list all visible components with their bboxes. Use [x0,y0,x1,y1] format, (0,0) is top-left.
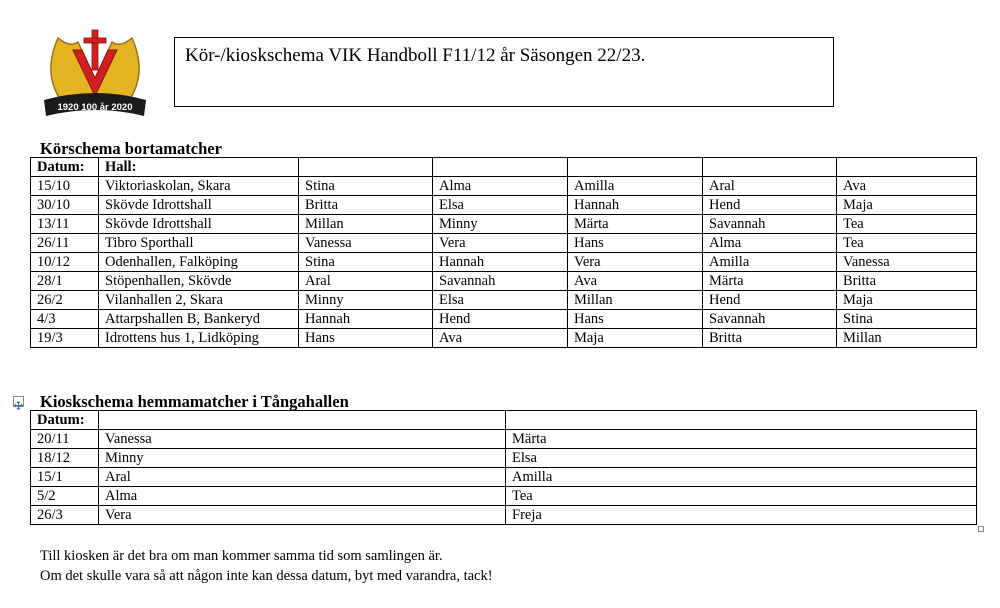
driving-header-row [31,158,977,177]
table-row [31,449,977,468]
table-cell: Tea [506,487,977,506]
table-cell: Skövde Idrottshall [99,196,299,215]
move-arrows-icon [14,401,23,410]
table-cell: Freja [506,506,977,525]
table-cell: Tea [837,215,977,234]
table-cell: Viktoriaskolan, Skara [99,177,299,196]
table-cell: Hans [299,329,433,348]
table-cell: Britta [299,196,433,215]
page-title: Kör-/kioskschema VIK Handboll F11/12 år Säsongen 22/23. [185,45,646,66]
table-row [31,468,977,487]
table-row [31,487,977,506]
table-cell: Stöpenhallen, Skövde [99,272,299,291]
table-cell: Millan [299,215,433,234]
table-cell: Hannah [299,310,433,329]
header-cell [299,158,433,177]
header-cell [837,158,977,177]
table-cell: Vera [99,506,506,525]
table-cell: Märta [568,215,703,234]
table-cell: Amilla [506,468,977,487]
table-cell: Hend [433,310,568,329]
driving-schedule-table [30,157,977,348]
table-row [31,291,977,310]
table-cell: Elsa [433,196,568,215]
date-cell: 19/3 [31,329,99,348]
date-cell: 30/10 [31,196,99,215]
date-cell: 26/11 [31,234,99,253]
table-cell: Britta [703,329,837,348]
header-cell: Datum: [31,158,99,177]
header-cell [433,158,568,177]
table-cell: Minny [299,291,433,310]
table-row [31,272,977,291]
table-cell: Elsa [433,291,568,310]
table-cell: Stina [837,310,977,329]
table-cell: Ava [433,329,568,348]
table-cell: Skövde Idrottshall [99,215,299,234]
table-row [31,234,977,253]
table-row [31,177,977,196]
table-cell: Hans [568,310,703,329]
table-cell: Tibro Sporthall [99,234,299,253]
logo-year-text: 1920 100 år 2020 [57,102,133,113]
date-cell: 28/1 [31,272,99,291]
table-cell: Savannah [433,272,568,291]
table-cell: Elsa [506,449,977,468]
table-cell: Britta [837,272,977,291]
table-cell: Attarpshallen B, Bankeryd [99,310,299,329]
table-cell: Vanessa [837,253,977,272]
table-row [31,196,977,215]
table-cell: Amilla [703,253,837,272]
table-cell: Maja [837,196,977,215]
date-cell: 13/11 [31,215,99,234]
table-cell: Aral [703,177,837,196]
table-cell: Tea [837,234,977,253]
header-cell [506,411,977,430]
table-cell: Hannah [433,253,568,272]
table-resize-handle[interactable] [978,526,984,532]
table-cell: Minny [99,449,506,468]
header-cell [703,158,837,177]
table-cell: Märta [506,430,977,449]
table-cell: Savannah [703,215,837,234]
table-cell: Märta [703,272,837,291]
table-cell: Vanessa [299,234,433,253]
table-cell: Vera [568,253,703,272]
table-cell: Hend [703,196,837,215]
table-row [31,253,977,272]
table-cell: Stina [299,253,433,272]
header-cell: Hall: [99,158,299,177]
table-row [31,310,977,329]
note-line: Om det skulle vara så att någon inte kan dessa datum, byt med varandra, tack! [40,568,493,584]
table-cell: Aral [299,272,433,291]
table-cell: Millan [568,291,703,310]
table-cell: Vilanhallen 2, Skara [99,291,299,310]
table-cell: Maja [837,291,977,310]
table-cell: Idrottens hus 1, Lidköping [99,329,299,348]
date-cell: 15/1 [31,468,99,487]
note-line: Till kiosken är det bra om man kommer samma tid som samlingen är. [40,548,443,564]
title-box [174,37,834,107]
table-cell: Aral [99,468,506,487]
kiosk-header-row [31,411,977,430]
driving-schedule-heading: Körschema bortamatcher [40,139,222,158]
table-row [31,430,977,449]
table-row [31,215,977,234]
club-logo [40,28,150,123]
table-cell: Alma [433,177,568,196]
table-cell: Amilla [568,177,703,196]
table-cell: Minny [433,215,568,234]
table-cell: Hend [703,291,837,310]
date-cell: 26/2 [31,291,99,310]
table-cell: Vanessa [99,430,506,449]
date-cell: 20/11 [31,430,99,449]
table-move-handle[interactable] [13,396,24,407]
table-row [31,506,977,525]
table-cell: Vera [433,234,568,253]
date-cell: 18/12 [31,449,99,468]
table-cell: Millan [837,329,977,348]
table-cell: Ava [837,177,977,196]
date-cell: 5/2 [31,487,99,506]
table-cell: Savannah [703,310,837,329]
table-cell: Maja [568,329,703,348]
kiosk-schedule-heading: Kioskschema hemmamatcher i Tångahallen [40,392,349,411]
table-cell: Hans [568,234,703,253]
table-cell: Ava [568,272,703,291]
table-cell: Hannah [568,196,703,215]
table-row [31,329,977,348]
header-cell [99,411,506,430]
table-cell: Stina [299,177,433,196]
header-cell: Datum: [31,411,99,430]
table-cell: Alma [99,487,506,506]
kiosk-schedule-table [30,410,977,525]
date-cell: 10/12 [31,253,99,272]
date-cell: 15/10 [31,177,99,196]
header-cell [568,158,703,177]
date-cell: 4/3 [31,310,99,329]
table-cell: Odenhallen, Falköping [99,253,299,272]
date-cell: 26/3 [31,506,99,525]
table-cell: Alma [703,234,837,253]
